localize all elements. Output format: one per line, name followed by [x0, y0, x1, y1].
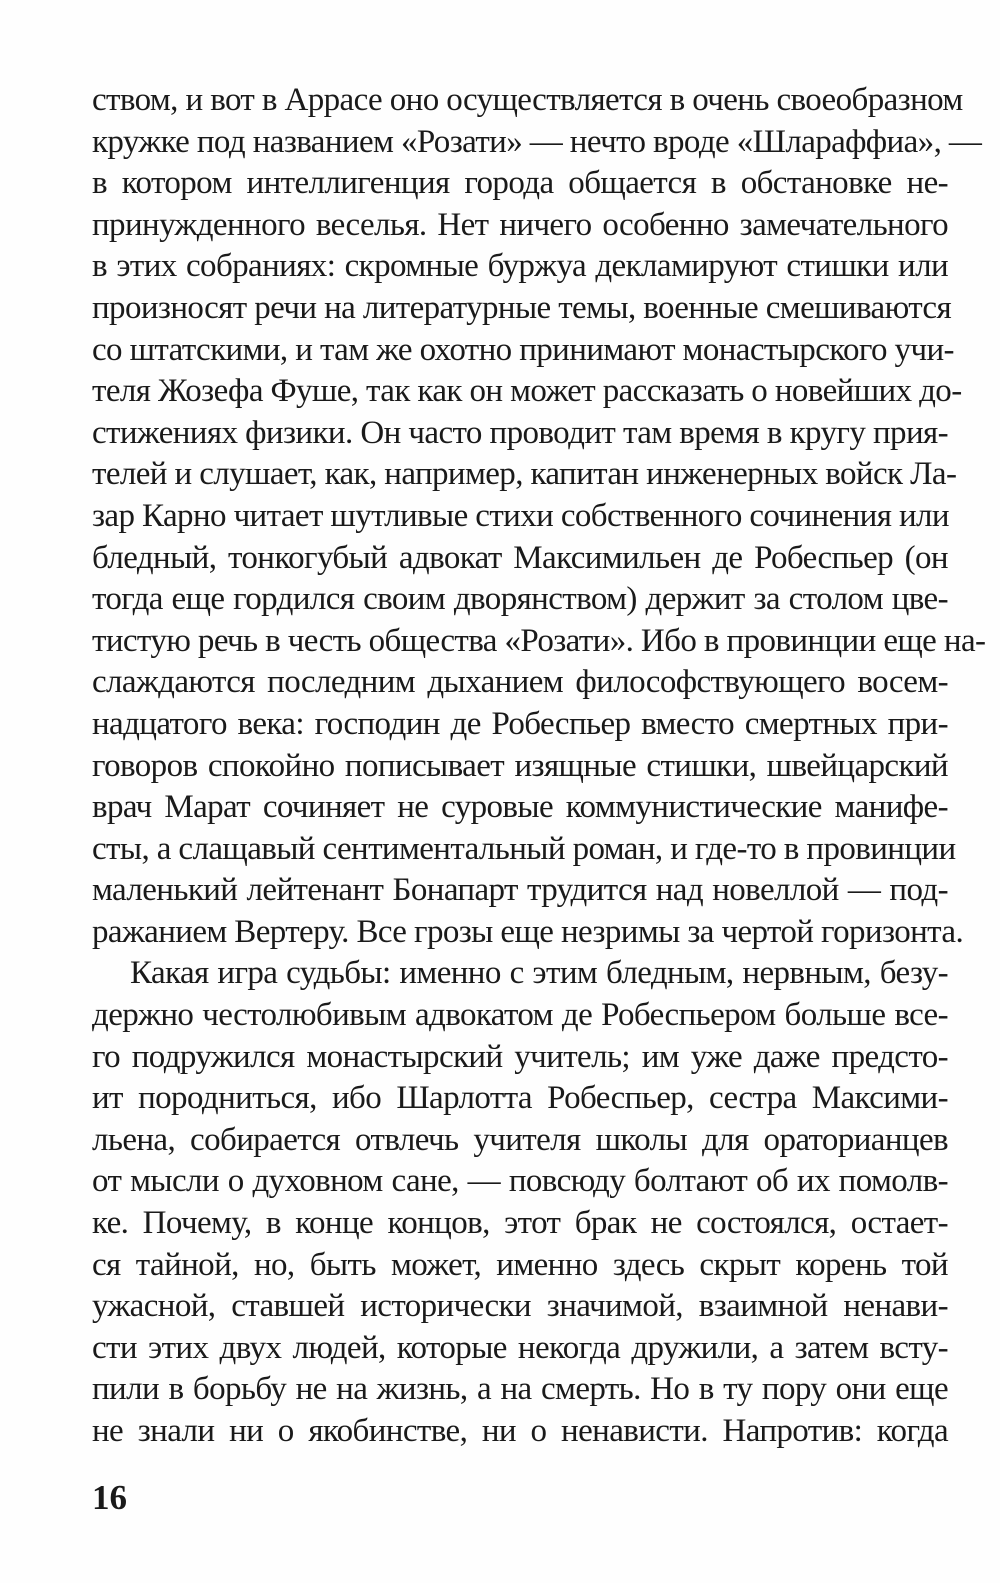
text-line: ужасной, ставшей исторически значимой, взаимной ненави-	[92, 1288, 948, 1325]
text-line: кружке под названием «Розати» — нечто вроде «Шлараффиа», —	[92, 123, 982, 160]
text-line: в котором интеллигенция города общается в обстановке не-	[92, 165, 948, 202]
text-line: сты, а слащавый сентиментальный роман, и где-то в провинции	[92, 830, 956, 867]
page-number: 16	[92, 1478, 127, 1517]
text-line: ит породниться, ибо Шарлотта Робеспьер, сестра Максими-	[92, 1080, 948, 1117]
text-line: маленький лейтенант Бонапарт трудится над новеллой — под-	[92, 872, 948, 909]
paragraph	[92, 80, 986, 953]
body-text	[92, 80, 986, 1453]
text-line: теля Жозефа Фуше, так как он может рассказать о новейших до-	[92, 373, 962, 410]
text-line: надцатого века: господин де Робеспьер вместо смертных при-	[92, 705, 948, 742]
paragraph	[92, 953, 948, 1452]
text-line: льена, собирается отвлечь учителя школы для ораторианцев	[92, 1121, 948, 1158]
text-line: ражанием Вертеру. Все грозы еще незримы за чертой горизонта.	[92, 913, 964, 950]
text-line: говоров спокойно пописывает изящные стишки, швейцарский	[92, 747, 948, 784]
text-line: врач Марат сочиняет не суровые коммунистические манифе-	[92, 789, 948, 826]
text-line: тогда еще гордился своим дворянством) держит за столом цве-	[92, 581, 948, 618]
text-line: ся тайной, но, быть может, именно здесь скрыт корень той	[92, 1246, 948, 1283]
text-line: держно честолюбивым адвокатом де Робеспьером больше все-	[92, 997, 948, 1034]
text-line: ством, и вот в Аррасе оно осуществляется в очень своеобразном	[92, 82, 963, 118]
text-line: сти этих двух людей, которые некогда дружили, а затем всту-	[92, 1329, 948, 1366]
text-line: пили в борьбу не на жизнь, а на смерть. Но в ту пору они еще	[92, 1371, 948, 1408]
text-line: произносят речи на литературные темы, военные смешиваются	[92, 289, 952, 326]
text-line: не знали ни о якобинстве, ни о ненависти. Напротив: когда	[92, 1413, 948, 1449]
text-line: от мысли о духовном сане, — повсюду болтают об их помолв-	[92, 1163, 948, 1200]
text-line: в этих собраниях: скромные буржуа декламируют стишки или	[92, 248, 948, 285]
text-line: телей и слушает, как, например, капитан инженерных войск Ла-	[92, 456, 957, 493]
text-line: ке. Почему, в конце концов, этот брак не состоялся, остает-	[92, 1205, 948, 1242]
text-line: зар Карно читает шутливые стихи собственного сочинения или	[92, 497, 949, 534]
text-line: го подружился монастырский учитель; им уже даже предсто-	[92, 1038, 948, 1075]
text-line: тистую речь в честь общества «Розати». Ибо в провинции еще на-	[92, 622, 986, 659]
text-line: стижениях физики. Он часто проводит там время в кругу прия-	[92, 414, 948, 451]
text-line: Какая игра судьбы: именно с этим бледным, нервным, безу-	[130, 955, 948, 992]
text-line: слаждаются последним дыханием философствующего восем-	[92, 664, 948, 701]
text-line: принужденного веселья. Нет ничего особенно замечательного	[92, 206, 948, 243]
text-line: бледный, тонкогубый адвокат Максимильен де Робеспьер (он	[92, 539, 948, 576]
text-line: со штатскими, и там же охотно принимают монастырского учи-	[92, 331, 954, 368]
